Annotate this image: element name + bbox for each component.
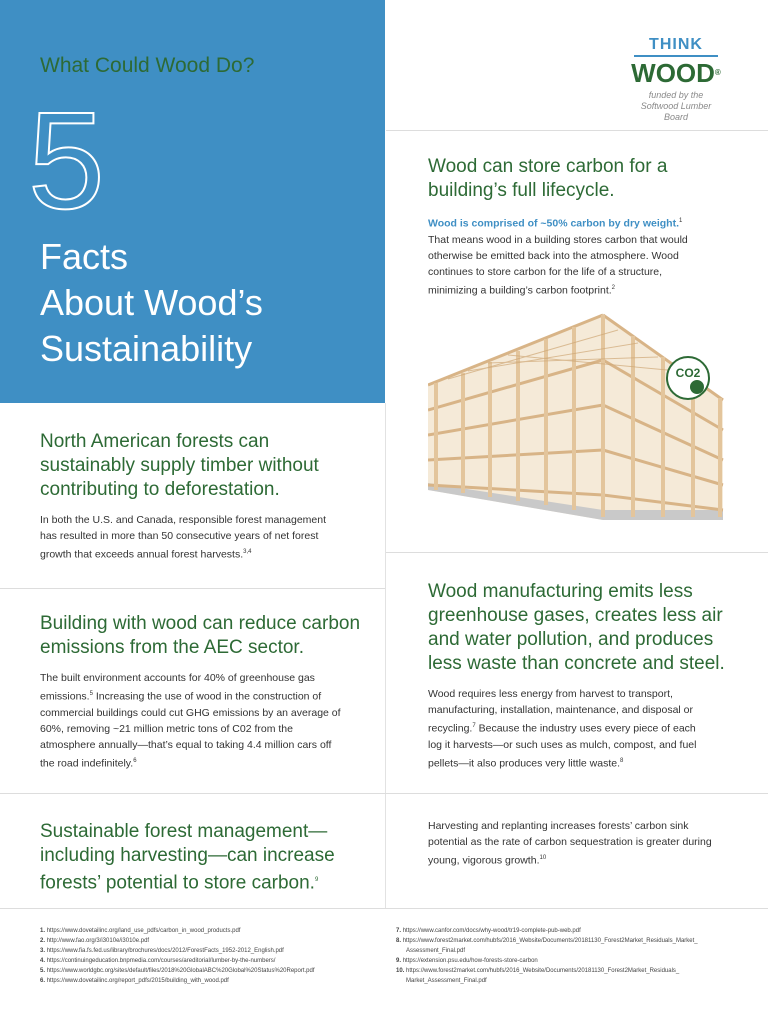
fact-text: The built environment accounts for 40% of greenhouse gas emissions.: [40, 672, 315, 703]
footnotes-left: [40, 926, 380, 986]
footnotes-right: [396, 926, 746, 986]
footnote-link[interactable]: https://www.forest2market.com/hubfs/2016_Website/Documents/20181130_Forest2Market_Residuals_Market_: [402, 938, 698, 944]
footnote-number: 10.: [396, 968, 405, 974]
footnote: [40, 926, 380, 936]
fact-heading: North American forests can sustainably supply timber without contributing to deforestation.: [40, 431, 319, 500]
footnote: [396, 946, 746, 956]
column-divider: [385, 403, 386, 908]
hero-title: [40, 234, 370, 372]
footnote: [40, 966, 380, 976]
fact-body: [40, 512, 335, 563]
fact-manufacturing: [428, 580, 738, 771]
hero-title-line: Sustainability: [40, 328, 253, 369]
divider: [386, 552, 768, 553]
think-wood-logo: [628, 36, 724, 123]
fact-text: Because the industry uses every piece of each log it harvests—or such uses as mulch, compost, and fuel pellets—it also produces very little waste.: [428, 722, 697, 769]
footnote-number: 6.: [40, 978, 46, 984]
divider: [0, 793, 768, 794]
fact-body: [428, 818, 728, 869]
logo-wood: [628, 59, 724, 87]
footnote-link[interactable]: https://www.dovetailinc.org/land_use_pdfs/carbon_in_wood_products.pdf: [46, 928, 241, 934]
logo-bar: [634, 55, 718, 57]
fact-heading: Building with wood can reduce carbon emissions from the AEC sector.: [40, 613, 361, 658]
fact-management: [40, 820, 370, 895]
ref: 2: [611, 284, 615, 291]
fact-management-body: [428, 818, 728, 869]
ref: 7: [472, 723, 476, 729]
fact-text: That means wood in a building stores carbon that would otherwise be emitted back into the atmosphere. Wood continues to store carbon for the life of a structure, minimizing a building’s carbon footprint.: [428, 233, 688, 296]
hero-title-line: About Wood’s: [40, 282, 263, 323]
ref: 1: [678, 218, 683, 224]
footnote: [396, 976, 746, 986]
co2-label: CO2: [675, 366, 701, 380]
footnote: [396, 956, 746, 966]
divider: [0, 908, 768, 909]
footnote: [40, 946, 380, 956]
hero-title-line: Facts: [40, 236, 129, 277]
footnote-number: 9.: [396, 958, 402, 964]
divider: [386, 130, 768, 131]
footnote-link[interactable]: http://www.fao.org/3/i3010e/i3010e.pdf: [46, 938, 150, 944]
logo-funded-1: funded by the: [648, 90, 704, 100]
footnote: [40, 976, 380, 986]
footnote-link[interactable]: https://extension.psu.edu/how-forests-store-carbon: [402, 958, 538, 964]
footnote-number: 7.: [396, 928, 402, 934]
ref: 6: [133, 757, 137, 764]
ref: 9: [314, 877, 319, 883]
divider: [0, 588, 385, 589]
fact-body: [428, 213, 708, 298]
footnote: [40, 956, 380, 966]
footnote-number: 2.: [40, 938, 46, 944]
fact-text: Wood requires less energy from harvest to transport, manufacturing, installation, maintenance, and disposal or recycling.: [428, 688, 693, 735]
footnote-link[interactable]: https://www.dovetailinc.org/report_pdfs/2015/building_with_wood.pdf: [46, 978, 229, 984]
footnote-link[interactable]: https://www.worldgbc.org/sites/default/files/2018%20GlobalABC%20Global%20Status%20Report.pdf: [46, 968, 315, 974]
footnote-number: 1.: [40, 928, 46, 934]
ref: 8: [620, 757, 624, 764]
footnote-link[interactable]: https://continuingeducation.bnpmedia.com/courses/areditorial/lumber-by-the-numbers/: [46, 958, 276, 964]
ref: 5: [89, 691, 93, 697]
footnote-number: 5.: [40, 968, 46, 974]
logo-reg: ®: [714, 68, 721, 77]
logo-think: THINK: [649, 36, 703, 53]
logo-funded-2: Softwood Lumber Board: [640, 101, 712, 122]
fact-text: Harvesting and replanting increases forests’ carbon sink potential as the rate of carbon sequestration is greater during young, vigorous growth.: [428, 820, 712, 867]
footnote: [396, 966, 746, 976]
footnote-number: 3.: [40, 948, 46, 954]
footnote-link[interactable]: https://www.canfor.com/docs/why-wood/tr19-complete-pub-web.pdf: [402, 928, 581, 934]
big-number: 5: [28, 84, 105, 238]
fact-heading: Wood manufacturing emits less greenhouse gases, creates less air and water pollution, and produces less waste than concrete and steel.: [428, 581, 725, 674]
logo-wood-text: WOOD: [631, 58, 715, 88]
footnote-number: 4.: [40, 958, 46, 964]
co2-badge: [666, 356, 710, 400]
fact-store-carbon: [428, 155, 728, 298]
fact-heading-text: Sustainable forest management—including harvesting—can increase forests’ potential to store carbon.: [40, 821, 335, 894]
fact-highlight: Wood is comprised of ~50% carbon by dry weight.: [428, 217, 679, 230]
fact-body: [40, 670, 345, 771]
footnote-link[interactable]: https://www.forest2market.com/hubfs/2016_Website/Documents/20181130_Forest2Market_Residuals_: [406, 968, 680, 974]
footnote: [396, 926, 746, 936]
fact-building: [40, 612, 370, 771]
footnote: [396, 936, 746, 946]
footnote: [40, 936, 380, 946]
fact-text: Increasing the use of wood in the construction of commercial buildings could cut GHG emissions by an average of 60%, removing ~21 million metric tons of C02 from the atmosphere annually—that’s equal to taking 4.4 million cars off the road indefinitely.: [40, 690, 341, 769]
footnote-number: 8.: [396, 938, 402, 944]
fact-forests: [40, 430, 360, 563]
lock-icon: [690, 380, 704, 394]
fact-heading: [40, 820, 370, 895]
footnote-link-cont[interactable]: Assessment_Final.pdf: [406, 948, 466, 954]
kicker: What Could Wood Do?: [40, 54, 255, 77]
fact-text: In both the U.S. and Canada, responsible forest management has resulted in more than 50 consecutive years of net forest growth that exceeds annual forest harvests.: [40, 514, 327, 561]
footnote-link-cont[interactable]: Market_Assessment_Final.pdf: [406, 978, 487, 984]
footnote-link[interactable]: https://www.fia.fs.fed.us/library/brochures/docs/2012/ForestFacts_1952-2012_English.pdf: [46, 948, 284, 954]
ref: 10: [539, 855, 547, 861]
ref: 3,4: [243, 549, 252, 555]
timber-building-illustration: [428, 305, 728, 523]
fact-heading: Wood can store carbon for a building’s full lifecycle.: [428, 156, 668, 201]
fact-body: [428, 686, 708, 771]
